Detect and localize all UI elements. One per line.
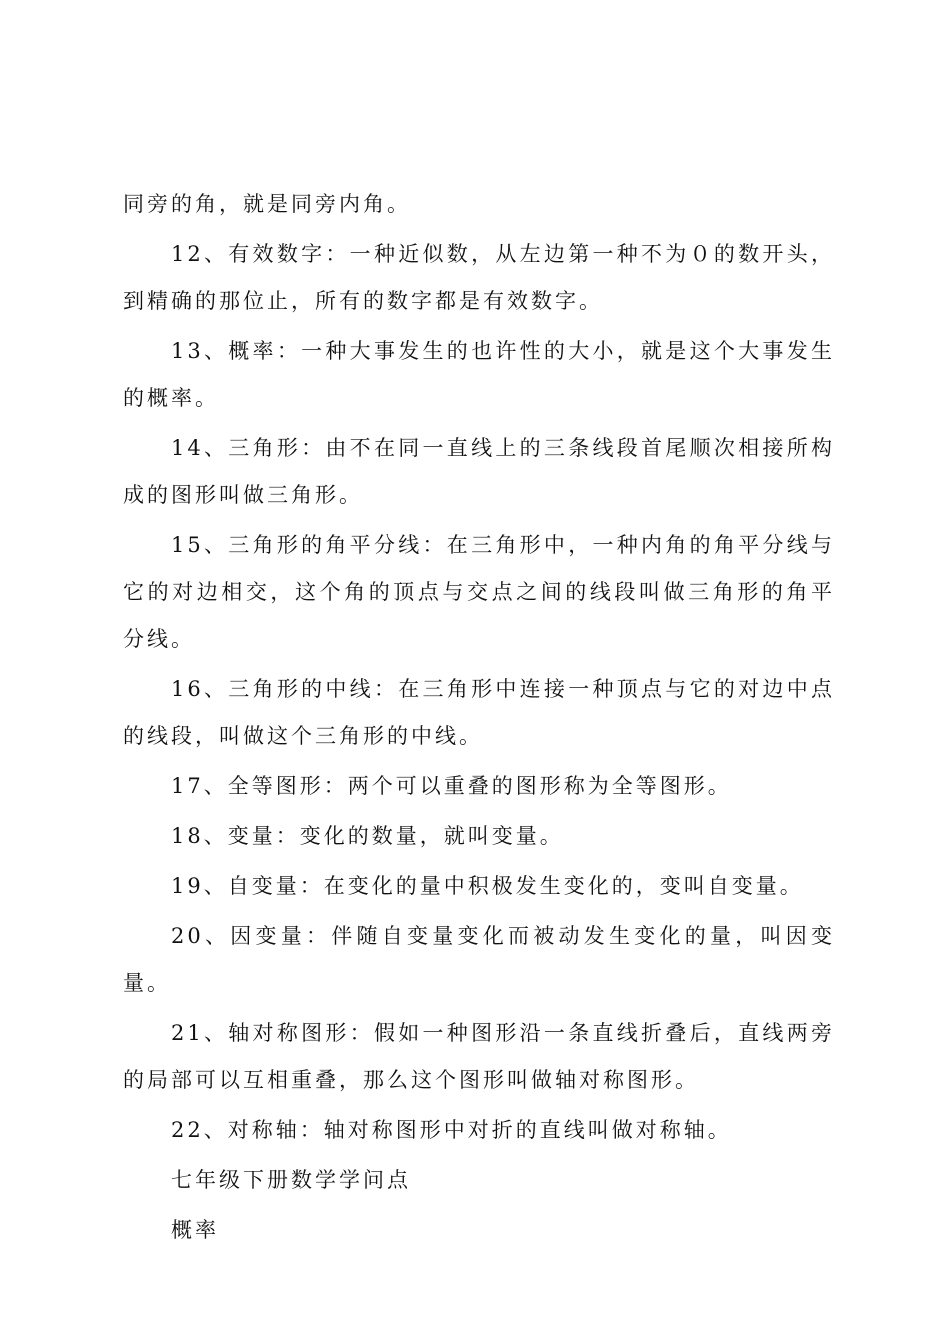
paragraph-item-13: 13、概率：一种大事发生的也许性的大小，就是这个大事发生的概率。 xyxy=(123,339,835,410)
paragraph-item-18: 18、变量：变化的数量，就叫变量。 xyxy=(171,824,564,848)
paragraph-item-19: 19、自变量：在变化的量中积极发生变化的，变叫自变量。 xyxy=(171,874,804,898)
paragraph-item-17: 17、全等图形：两个可以重叠的图形称为全等图形。 xyxy=(171,774,732,798)
paragraph-item-20: 20、因变量：伴随自变量变化而被动发生变化的量，叫因变量。 xyxy=(123,924,835,995)
paragraph-item-21: 21、轴对称图形：假如一种图形沿一条直线折叠后，直线两旁的局部可以互相重叠，那么这个图形叫做轴对称图形。 xyxy=(123,1021,835,1092)
paragraph-item-15: 15、三角形的角平分线：在三角形中，一种内角的角平分线与它的对边相交，这个角的顶点与交点之间的线段叫做三角形的角平分线。 xyxy=(123,533,835,651)
paragraph-item-12: 12、有效数字：一种近似数，从左边第一种不为０的数开头，到精确的那位止，所有的数字都是有效数字。 xyxy=(123,242,835,313)
paragraph-continuation: 同旁的角，就是同旁内角。 xyxy=(123,192,411,216)
section-heading: 七年级下册数学学问点 xyxy=(171,1168,411,1192)
paragraph-item-14: 14、三角形：由不在同一直线上的三条线段首尾顺次相接所构成的图形叫做三角形。 xyxy=(123,436,835,507)
subsection-heading: 概率 xyxy=(171,1218,219,1242)
paragraph-item-22: 22、对称轴：轴对称图形中对折的直线叫做对称轴。 xyxy=(171,1118,732,1142)
document-body xyxy=(123,181,835,1257)
paragraph-item-16: 16、三角形的中线：在三角形中连接一种顶点与它的对边中点的线段，叫做这个三角形的中线。 xyxy=(123,677,835,748)
